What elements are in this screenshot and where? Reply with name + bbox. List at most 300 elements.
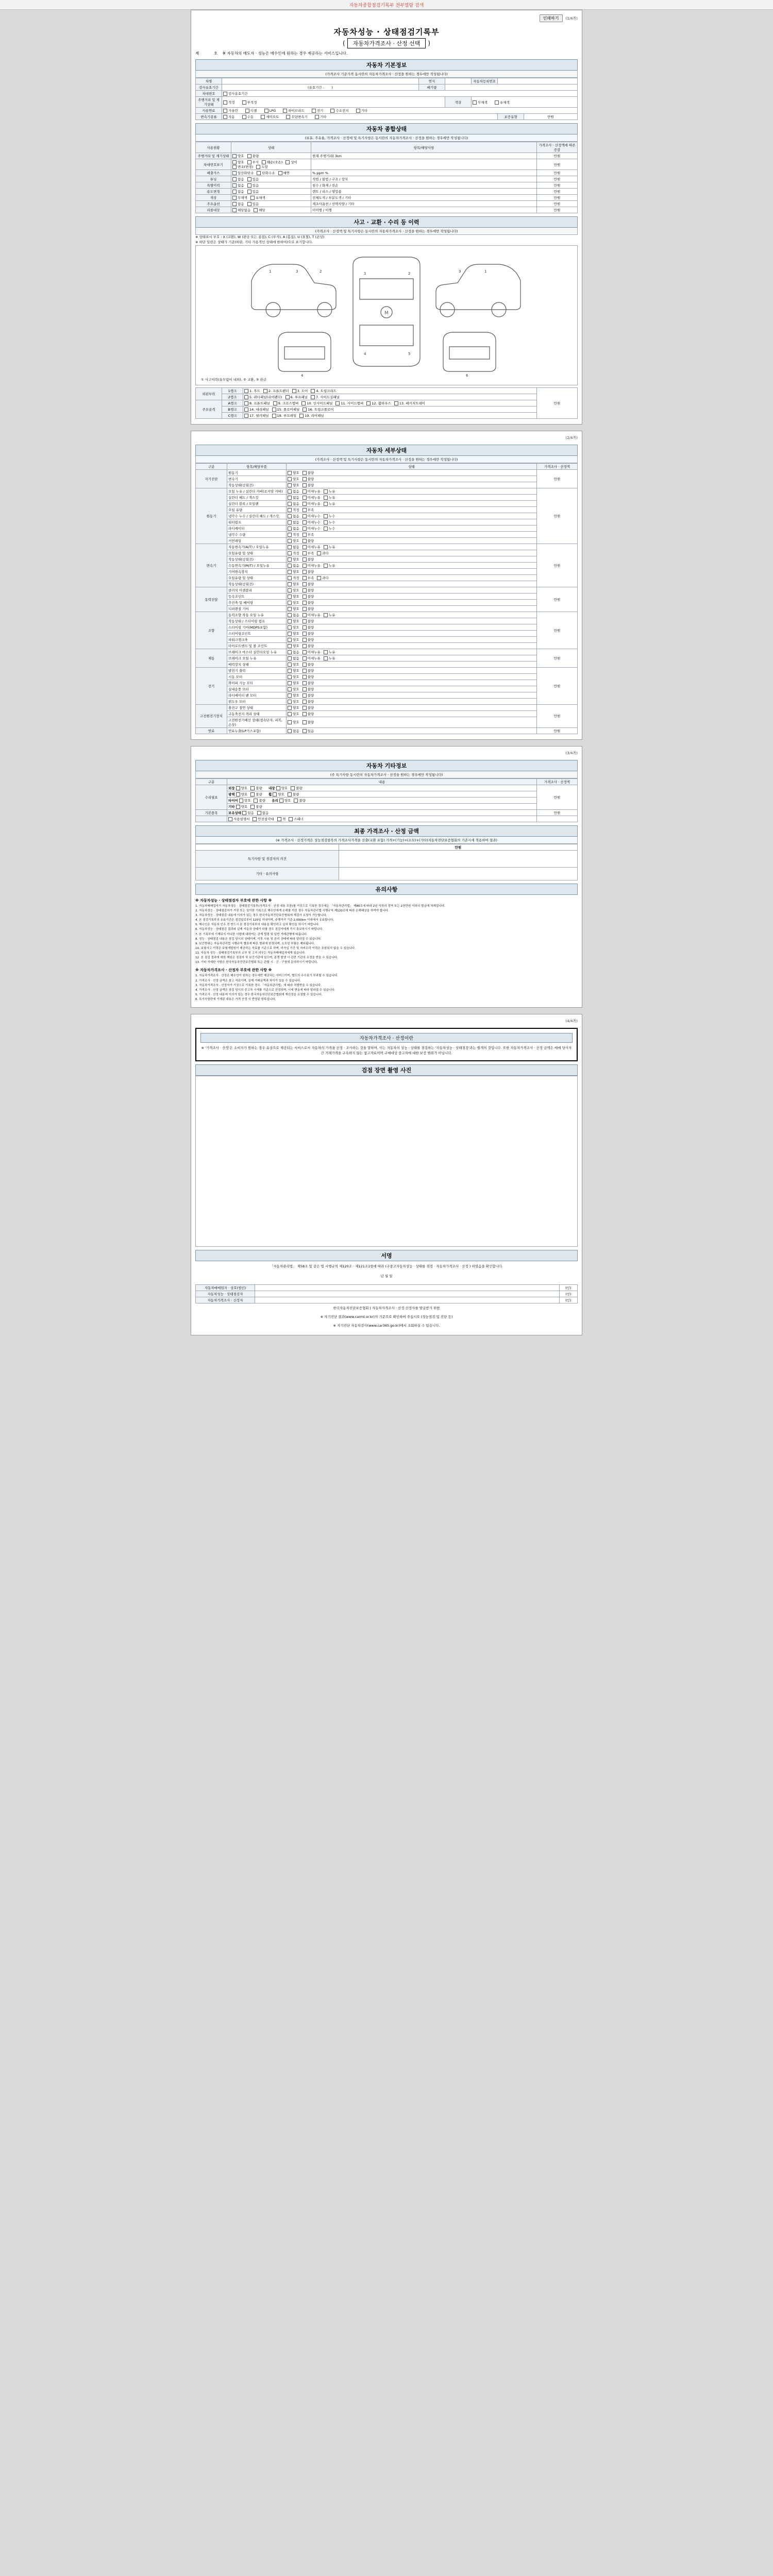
table-row <box>196 159 578 170</box>
table-row <box>196 797 578 803</box>
detail-item-options <box>287 519 537 525</box>
detail-item-label: 냉각수 누수 / 실린더 헤드 / 개스킷 <box>227 513 287 519</box>
check-option[interactable]: 있음 <box>303 729 314 733</box>
terms-item: 3. 자동차가격조사 · 산정자가 거짓으로 기록한 경우 「자동차관리법」에 따라 처벌받을 수 있습니다. <box>195 984 322 987</box>
section-detail-note: (가격조사 · 산정액 및 특기사항은 동시란의 자동차가격조사 · 산정을 원하는 경우에만 작성됩니다) <box>195 456 578 463</box>
check-option[interactable]: 사용설명서 <box>228 817 249 821</box>
field-year-label: 연식 <box>419 78 445 84</box>
svg-text:6: 6 <box>466 373 468 378</box>
check-option[interactable]: 불량 <box>303 619 314 623</box>
check-option[interactable]: 6. 루프패널 <box>285 395 308 399</box>
check-option[interactable]: 누유 <box>324 489 335 494</box>
check-option[interactable]: 양호 <box>236 805 248 809</box>
terms-item: 1. 자동차가격조사 · 산정은 매수인이 원하는 경우에만 제공되는 서비스이며, 별도의 수수료가 부과될 수 있습니다. <box>195 974 338 978</box>
section-basic-title: 자동차 기본정보 <box>195 59 578 71</box>
field-transmission-label: 변속기종류 <box>196 114 222 120</box>
check-option[interactable]: 없음 <box>288 545 299 549</box>
table-row <box>196 809 578 816</box>
check-option[interactable]: 잭 <box>277 817 285 821</box>
check-option[interactable]: 미세누유 <box>303 650 321 654</box>
check-option[interactable]: 양호 <box>288 601 299 605</box>
check-option[interactable]: 미세누유 <box>303 489 321 494</box>
check-option[interactable]: 불량 <box>303 557 314 562</box>
check-option[interactable]: 양호 <box>288 557 299 562</box>
check-option[interactable]: 누유 <box>324 502 335 506</box>
table-row <box>196 78 578 84</box>
section-overall-title: 자동차 종합상태 <box>195 123 578 134</box>
check-option[interactable]: 불량 <box>303 675 314 679</box>
check-option[interactable]: 15. 플로어패널 <box>272 408 300 412</box>
fuel-opt-3[interactable] <box>283 109 307 113</box>
check-option[interactable]: 불량 <box>303 693 314 698</box>
check-option[interactable]: 양호 <box>236 786 248 790</box>
vin-check[interactable]: 검사유효기간 <box>223 92 248 96</box>
check-option[interactable]: 양호 <box>276 786 288 790</box>
detail-item-options <box>287 612 537 618</box>
terms-item: 4. 본 점검기록부의 유효기간은 점검일로부터 120일 이내이며, 주행거리 기준 2,000km 이내에서 유효합니다. <box>195 919 334 922</box>
overall-row-detail: 렌트 / 리스 / 영업용 <box>311 189 537 195</box>
final-etc-value <box>339 867 577 880</box>
detail-item-options <box>287 667 537 673</box>
other-item-name-2: 내장 <box>268 786 275 790</box>
check-option[interactable]: 5. 쿼터패널(리어펜더) <box>244 395 282 399</box>
check-option[interactable]: 11. 사이드멤버 <box>335 401 363 405</box>
color-opt-0[interactable] <box>473 100 491 105</box>
check-option[interactable]: 양호 <box>288 582 299 586</box>
check-option[interactable]: 양호 <box>288 681 299 685</box>
check-option[interactable]: 불량 <box>303 632 314 636</box>
check-option[interactable]: 미세누수 <box>303 527 321 531</box>
table-row <box>196 519 578 525</box>
check-option[interactable]: 양호 <box>288 477 299 481</box>
frame-items <box>243 394 537 400</box>
check-option[interactable]: 14. 대쉬패널 <box>244 408 269 412</box>
fuel-opt-6-label: 기타 <box>361 109 368 113</box>
check-option[interactable]: 1. 후드 <box>244 389 260 393</box>
check-option[interactable]: 불량 <box>303 681 314 685</box>
table-row <box>196 201 578 207</box>
check-option[interactable]: 부족 <box>303 533 314 537</box>
overall-row-amount: 만원 <box>537 195 578 201</box>
check-option[interactable]: 있음 <box>247 190 259 194</box>
table-row <box>196 649 578 655</box>
other-item-cell <box>227 797 537 803</box>
check-option[interactable]: 유채색 <box>250 196 265 200</box>
check-option[interactable]: 양호 <box>288 706 299 710</box>
check-option[interactable]: 양호 <box>288 588 299 592</box>
other-extra-amount <box>537 816 578 822</box>
check-option[interactable]: 없음 <box>288 489 299 494</box>
color-opt-1[interactable] <box>495 100 513 105</box>
fuel-opt-0[interactable] <box>223 109 241 113</box>
check-option[interactable]: 없음 <box>288 514 299 518</box>
print-button[interactable]: 인쇄하기 <box>540 14 563 22</box>
check-option[interactable]: 변조(변경) <box>232 165 253 169</box>
table-row <box>196 176 578 182</box>
check-option[interactable]: 4. 트렁크리드 <box>311 389 337 393</box>
check-option[interactable]: 누수 <box>324 527 335 531</box>
other-item-name: 광택 <box>228 792 235 796</box>
check-option[interactable]: 불량 <box>303 607 314 611</box>
check-option[interactable]: 양호 <box>288 663 299 667</box>
check-option[interactable]: 누유 <box>324 564 335 568</box>
check-option[interactable]: 양호 <box>288 625 299 630</box>
fuel-opt-4-label: 전기 <box>316 109 324 113</box>
check-option[interactable]: 해당없음 <box>232 208 250 212</box>
check-option[interactable]: 없음 <box>288 613 299 617</box>
check-option[interactable]: 양호 <box>288 675 299 679</box>
section-final-title: 최종 가격조사 · 산정 금액 <box>195 825 578 837</box>
table-row <box>196 587 578 593</box>
check-option[interactable]: 없음 <box>257 811 269 815</box>
svg-text:5: 5 <box>408 351 411 356</box>
section-detail-title: 자동차 세부상태 <box>195 445 578 456</box>
check-option[interactable]: 불량 <box>303 570 314 574</box>
trans-opt-3[interactable] <box>286 115 310 119</box>
detail-group-label: 연료 <box>196 727 227 734</box>
sign-date: 년 월 일 <box>380 1274 393 1279</box>
check-option[interactable]: 3. 도어 <box>292 389 308 393</box>
detail-item-label: 냉각수 수량 <box>227 531 287 537</box>
check-option[interactable]: 미세누수 <box>303 514 321 518</box>
detail-item-label: 오일 유량 <box>227 506 287 513</box>
check-option[interactable]: 불량 <box>303 601 314 605</box>
detail-item-label: 워터펌프 <box>227 519 287 525</box>
check-option[interactable]: 누수 <box>324 514 335 518</box>
detail-item-options <box>287 618 537 624</box>
detail-item-options <box>287 673 537 680</box>
detail-item-label: 추진축 및 베어링 <box>227 599 287 605</box>
detail-item-label: 라디에이터 팬 모터 <box>227 692 287 698</box>
check-option[interactable]: 누유 <box>324 613 335 617</box>
detail-group-label: 변속기 <box>196 544 227 587</box>
table-row <box>196 785 578 791</box>
check-option[interactable]: 불량 <box>303 644 314 648</box>
table-row <box>196 531 578 537</box>
check-option[interactable]: 양호 <box>288 638 299 642</box>
sign-footer-2: ※ 자기진단 결과(www.carmt.or.kr)의 기준으로 확인하여 주십시오 (성능점검 및 진단 등) <box>320 1315 453 1319</box>
table-header-row <box>196 778 578 785</box>
check-option[interactable]: 불량 <box>303 471 314 475</box>
frame-rank-label: A랭크 <box>222 400 243 406</box>
other-item-cell <box>227 785 537 791</box>
check-option[interactable]: 양호 <box>288 687 299 691</box>
table-row <box>196 556 578 562</box>
check-option[interactable]: 불량 <box>303 477 314 481</box>
check-option[interactable]: 불량 <box>303 700 314 704</box>
detail-item-options <box>287 469 537 476</box>
table-row <box>196 108 578 114</box>
fuel-opt-1[interactable] <box>245 109 260 113</box>
overall-row-detail: % ppm % <box>311 170 537 176</box>
detail-item-options <box>287 698 537 704</box>
check-option[interactable]: 누수 <box>324 520 335 524</box>
color-opt-0-label: 무채색 <box>478 100 488 105</box>
check-option[interactable]: 양호 <box>288 570 299 574</box>
table-row <box>196 207 578 213</box>
table-row <box>196 182 578 189</box>
field-model-value <box>222 78 419 84</box>
check-option[interactable]: 없음 <box>232 202 244 206</box>
check-option[interactable]: 불량 <box>303 582 314 586</box>
check-option[interactable]: 누유 <box>324 496 335 500</box>
frame-rank-label: C랭크 <box>222 412 243 418</box>
check-option[interactable]: 양호 <box>288 483 299 487</box>
check-option[interactable]: 부족 <box>303 576 314 580</box>
check-option[interactable]: 미세누유 <box>303 502 321 506</box>
detail-item-options <box>287 537 537 544</box>
detail-item-options <box>287 531 537 537</box>
check-option[interactable]: 훼손(오손) <box>262 160 282 164</box>
check-option[interactable]: 미세누유 <box>303 613 321 617</box>
check-option[interactable]: 불량 <box>247 154 259 158</box>
detail-item-options <box>287 482 537 488</box>
table-row <box>196 667 578 673</box>
detail-item-label: 브레이크 오일 누유 <box>227 655 287 661</box>
detail-item-label: 작동상태(공회전) <box>227 581 287 587</box>
check-option[interactable]: 양호 <box>232 154 244 158</box>
detail-group-amount: 만원 <box>537 667 578 704</box>
check-option[interactable]: 양호 <box>288 471 299 475</box>
fuel-opt-4[interactable] <box>312 109 327 113</box>
check-option[interactable]: 양호 <box>288 607 299 611</box>
check-option[interactable]: 18. 루프레일 <box>272 414 297 418</box>
check-option[interactable]: 불량 <box>303 625 314 630</box>
check-option[interactable]: 누유 <box>324 545 335 549</box>
check-option[interactable]: 상이 <box>285 160 297 164</box>
check-option[interactable]: 무채색 <box>232 196 247 200</box>
check-option[interactable]: 양호 <box>236 792 248 796</box>
check-option[interactable]: 양호 <box>288 595 299 599</box>
check-option[interactable]: 미세누유 <box>303 496 321 500</box>
check-option[interactable]: 누유 <box>324 656 335 660</box>
basic-info-table <box>195 78 578 120</box>
section-other-note: (주 특기사항 동시란의 자동차가격조사 · 산정을 원하는 경우에만 작성됩니다) <box>195 771 578 778</box>
accident-body <box>196 387 578 418</box>
detail-item-options <box>287 574 537 581</box>
terms-item: 9. 보증범위는 자동차관리법 시행규칙 별표에 따른 범위에 한정되며, 소모성 부품은 제외됩니다. <box>195 942 315 945</box>
frame-rank-label: B랭크 <box>222 406 243 412</box>
field-inspection-label: 검사유효기간 <box>196 84 222 91</box>
check-option[interactable]: 12. 휠하우스 <box>366 401 391 405</box>
table-row <box>196 642 578 649</box>
terms-item: 2. 자동차성능 · 상태점검자가 거짓 또는 상이한 기록으로 매수인에게 손해를 끼친 경우 자동차관리법 시행규칙 제120조에 따라 손해배상을 하여야 합니다. <box>195 909 389 912</box>
overall-row-amount: 만원 <box>537 170 578 176</box>
trans-opt-0[interactable] <box>223 115 238 119</box>
check-option[interactable]: 양호 <box>288 712 299 716</box>
check-option[interactable]: 불량 <box>303 483 314 487</box>
field-vin-label: 차대번호 <box>196 91 222 97</box>
check-option[interactable]: 있음 <box>242 811 254 815</box>
check-option[interactable]: 있음 <box>247 202 259 206</box>
check-option[interactable]: 있음 <box>247 183 259 188</box>
terms-item: 10. 보험사고 이력은 보험개발원이 제공하는 자료를 기준으로 하며, 미가입 기간 및 자비수리 이력은 포함되지 않을 수 있습니다. <box>195 946 356 950</box>
overall-row-amount: 만원 <box>537 189 578 195</box>
check-option[interactable]: 과다 <box>317 576 329 580</box>
check-option[interactable]: 없음 <box>288 729 299 733</box>
check-option[interactable]: 부식 <box>247 160 259 164</box>
check-option[interactable]: 불량 <box>294 799 306 803</box>
section-overall-note: (보유, 주유율, 가격조사 · 산정에 및 특기사항은 동시란의 자동차가격조사 · 산정을 원하는 경우에만 작성됩니다) <box>195 134 578 142</box>
check-option[interactable]: 없음 <box>288 564 299 568</box>
table-row <box>196 189 578 195</box>
detail-item-options <box>287 680 537 686</box>
check-option[interactable]: 탄화수소 <box>257 171 275 175</box>
detail-item-label: 고전원전기배선 상태(접속단자, 피복, 손상) <box>227 717 287 727</box>
check-option[interactable]: 적정 <box>288 551 299 555</box>
sign-row-value <box>255 1285 560 1291</box>
table-row <box>196 710 578 717</box>
overall-row-options <box>231 176 311 182</box>
check-option[interactable]: 2. 프론트펜더 <box>263 389 289 393</box>
check-option[interactable]: 스패너 <box>289 817 304 821</box>
other-item-cell <box>227 803 537 809</box>
check-option[interactable]: 미세누수 <box>303 520 321 524</box>
check-option[interactable]: 미세누유 <box>303 656 321 660</box>
trans-opt-0-label: 자동 <box>228 115 235 120</box>
check-option[interactable]: 불량 <box>303 720 314 724</box>
field-warranty-label: 보증유형 <box>498 114 524 120</box>
check-option[interactable]: 양호 <box>288 700 299 704</box>
check-option[interactable]: 양호 <box>288 669 299 673</box>
check-option[interactable]: 적정 <box>288 533 299 537</box>
mileage-opt-0[interactable] <box>223 100 238 105</box>
terms-item: 8. 성능 · 상태점검 내용은 점검 당시의 상태이며, 이후 사용 및 관리 상태에 따라 달라질 수 있습니다. <box>195 937 322 941</box>
check-option[interactable]: 적정 <box>288 508 299 512</box>
fuel-opt-5[interactable] <box>330 109 351 113</box>
detail-item-options <box>287 525 537 531</box>
table-row <box>196 84 578 91</box>
table-row <box>196 581 578 587</box>
check-option[interactable]: 불량 <box>303 669 314 673</box>
check-option[interactable]: 없음 <box>232 177 244 181</box>
check-option[interactable]: 9. 크로스멤버 <box>273 401 299 405</box>
check-option[interactable]: 불량 <box>303 638 314 642</box>
check-option[interactable]: 8. 프론트패널 <box>244 401 270 405</box>
table-row <box>196 400 578 406</box>
sign-area <box>195 1264 578 1330</box>
check-option[interactable]: 양호 <box>273 792 284 796</box>
detail-item-options <box>287 642 537 649</box>
fuel-opt-6[interactable] <box>356 109 371 113</box>
check-option[interactable]: 양호 <box>288 644 299 648</box>
fuel-opt-2-label: LPG <box>269 109 276 113</box>
detail-item-label: 파워크랭크축 <box>227 636 287 642</box>
check-option[interactable]: 양호 <box>279 799 291 803</box>
trans-opt-1[interactable] <box>242 115 257 119</box>
check-option[interactable]: 불량 <box>303 712 314 716</box>
car-diagram <box>195 245 578 385</box>
check-option[interactable]: 10. 인사이드패널 <box>301 401 332 405</box>
check-option[interactable]: 불량 <box>303 687 314 691</box>
check-option[interactable]: 불량 <box>291 786 303 790</box>
overall-row-label: 튜닝 <box>196 176 231 182</box>
check-option[interactable]: 불량 <box>250 805 262 809</box>
check-option[interactable]: 부족 <box>303 508 314 512</box>
mileage-opt-1[interactable] <box>242 100 260 105</box>
terms-item: 13. 기타 자세한 사항은 한국자동차진단보증협회 또는 관할 시 · 군 · 구청에 문의하시기 바랍니다. <box>195 961 318 964</box>
check-option[interactable]: 불량 <box>303 588 314 592</box>
check-option[interactable]: 불량 <box>303 706 314 710</box>
check-option[interactable]: 양호 <box>288 619 299 623</box>
check-option[interactable]: 과다 <box>317 551 329 555</box>
check-option[interactable]: 양호 <box>288 632 299 636</box>
check-option[interactable]: 불량 <box>250 792 262 796</box>
check-option[interactable]: 양호 <box>288 539 299 543</box>
check-option[interactable]: 일산화탄소 <box>232 171 254 175</box>
overall-col-0: 사용현황 <box>196 142 231 153</box>
check-option[interactable]: 없음 <box>232 183 244 188</box>
trans-opt-4[interactable] <box>315 115 330 119</box>
check-option[interactable]: 양호 <box>239 799 251 803</box>
detail-group-amount: 만원 <box>537 704 578 727</box>
check-option[interactable]: 안전삼각대 <box>253 817 274 821</box>
check-option[interactable]: 부족 <box>303 551 314 555</box>
check-option[interactable]: 미세누유 <box>303 564 321 568</box>
svg-text:2: 2 <box>320 269 322 274</box>
final-note-label: 특기사항 및 점검자의 의견 <box>196 850 339 867</box>
table-row <box>196 593 578 599</box>
check-option[interactable]: 없음 <box>288 496 299 500</box>
check-option[interactable]: 없음 <box>288 656 299 660</box>
check-option[interactable]: 도말 <box>256 165 268 169</box>
frame-items <box>243 400 537 406</box>
detail-group-label: 원동기 <box>196 488 227 544</box>
section-terms-title: 유의사항 <box>195 884 578 895</box>
check-option[interactable]: 불량 <box>303 663 314 667</box>
check-option[interactable]: 매연 <box>278 171 290 175</box>
check-option[interactable]: 없음 <box>288 520 299 524</box>
check-option[interactable]: 적정 <box>288 576 299 580</box>
check-option[interactable]: 해당 <box>254 208 265 212</box>
check-option[interactable]: 7. 사이드실패널 <box>311 395 340 399</box>
detail-item-label: 작동상태(공회전) <box>227 556 287 562</box>
check-option[interactable]: 있음 <box>247 177 259 181</box>
overall-row-label: 특별이력 <box>196 182 231 189</box>
check-option[interactable]: 16. 트렁크플로어 <box>303 408 333 412</box>
check-option[interactable]: 19. 리어패널 <box>299 414 324 418</box>
check-option[interactable]: 불량 <box>250 786 262 790</box>
overall-row-detail: 전체도색 / 부분도색 / 기타 <box>311 195 537 201</box>
check-option[interactable]: 17. 필러패널 <box>244 414 269 418</box>
check-option[interactable]: 불량 <box>303 595 314 599</box>
check-option[interactable]: 불량 <box>254 799 265 803</box>
check-option[interactable]: 없음 <box>288 527 299 531</box>
fuel-opt-2[interactable] <box>264 109 279 113</box>
detail-item-label: 스티어링조인트 <box>227 630 287 636</box>
field-model-label: 차명 <box>196 78 222 84</box>
sheet-page-2 <box>191 431 582 740</box>
check-option[interactable]: 13. 패키지트레이 <box>394 401 425 405</box>
check-option[interactable]: 양호 <box>288 720 299 724</box>
field-color-label: 색상 <box>445 97 472 108</box>
check-option[interactable]: 양호 <box>232 160 244 164</box>
check-option[interactable]: 없음 <box>232 190 244 194</box>
detail-item-options <box>287 556 537 562</box>
field-regnum-label: 자동차등록번호 <box>472 78 498 84</box>
final-note-value <box>339 850 577 867</box>
check-option[interactable]: 없음 <box>288 650 299 654</box>
table-row <box>196 482 578 488</box>
check-option[interactable]: 불량 <box>303 539 314 543</box>
check-option[interactable]: 미세누유 <box>303 545 321 549</box>
final-amount-value <box>196 844 339 850</box>
trans-opt-2[interactable] <box>261 115 282 119</box>
check-option[interactable]: 불량 <box>288 792 299 796</box>
check-option[interactable]: 양호 <box>288 693 299 698</box>
check-option[interactable]: 누유 <box>324 650 335 654</box>
check-option[interactable]: 없음 <box>288 502 299 506</box>
